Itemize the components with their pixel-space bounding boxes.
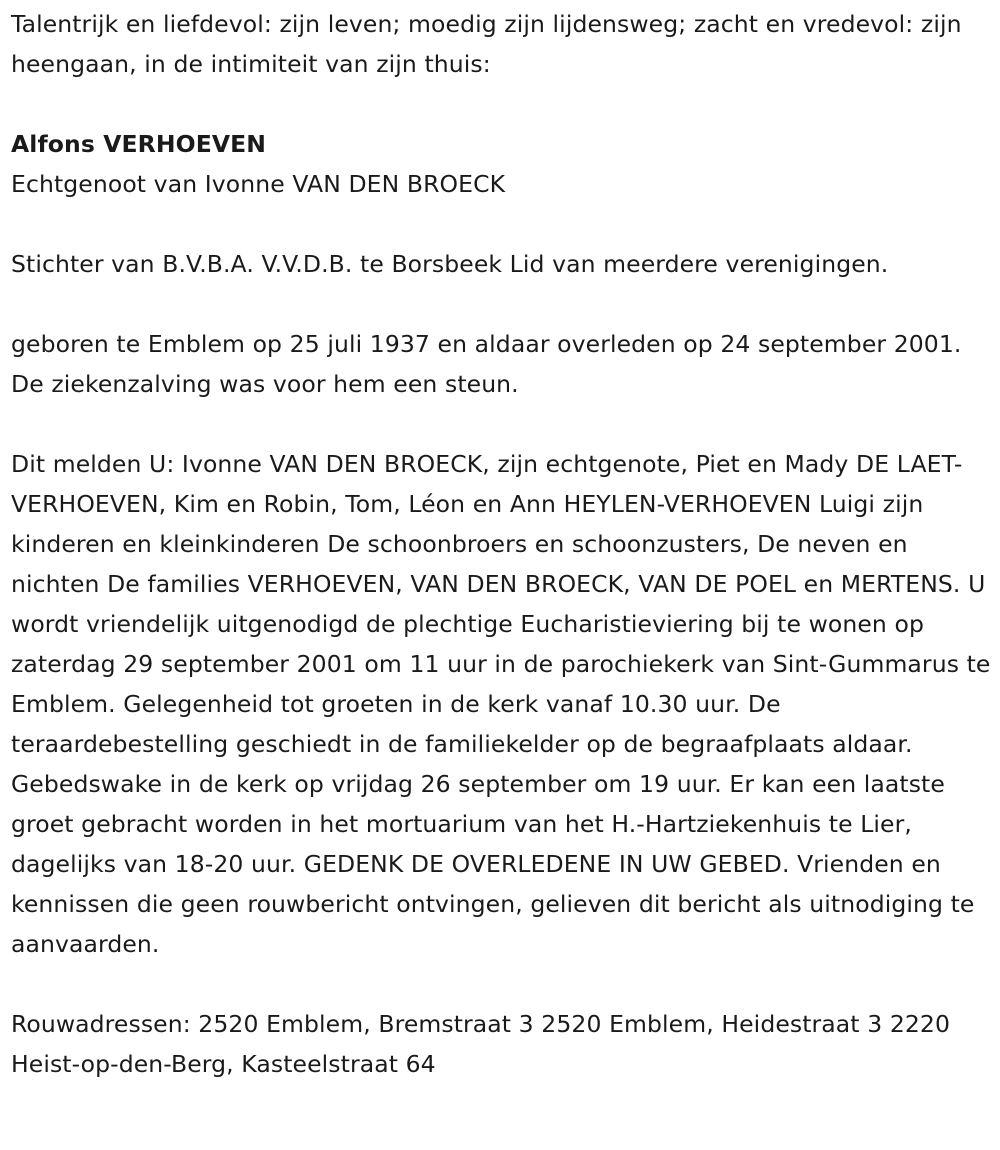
intro-text: Talentrijk en liefdevol: zijn leven; moedig zijn lijdensweg; zacht en vredevol: zijn heengaan, in de intimiteit van zijn thuis: xyxy=(11,10,962,78)
spacer xyxy=(11,84,993,124)
obituary-notice xyxy=(11,4,993,1084)
spacer xyxy=(11,284,993,324)
spouse-line: Echtgenoot van Ivonne VAN DEN BROECK xyxy=(11,170,506,198)
deceased-name: Alfons VERHOEVEN xyxy=(11,130,267,158)
mourning-addresses: Rouwadressen: 2520 Emblem, Bremstraat 3 2520 Emblem, Heidestraat 3 2220 Heist-op-den-Berg, Kasteelstraat 64 xyxy=(11,1010,951,1078)
founder-line: Stichter van B.V.B.A. V.V.D.B. te Borsbeek Lid van meerdere verenigingen. xyxy=(11,250,889,278)
spacer xyxy=(11,204,993,244)
spacer xyxy=(11,964,993,1004)
spacer xyxy=(11,404,993,444)
birth-death-paragraph: geboren te Emblem op 25 juli 1937 en aldaar overleden op 24 september 2001. De ziekenzalving was voor hem een steun. xyxy=(11,330,962,398)
announcement-paragraph: Dit melden U: Ivonne VAN DEN BROECK, zijn echtgenote, Piet en Mady DE LAET-VERHOEVEN, Kim en Robin, Tom, Léon en Ann HEYLEN-VERHOEVEN Luigi zijn kinderen en kleinkinderen De schoonbroers en schoonzusters, De neven en nichten De families VERHOEVEN, VAN DEN BROECK, VAN DE POEL en MERTENS. U wordt vriendelijk uitgenodigd de plechtige Eucharistieviering bij te wonen op zaterdag 29 september 2001 om 11 uur in de parochiekerk van Sint-Gummarus te Emblem. Gelegenheid tot groeten in de kerk vanaf 10.30 uur. De teraardebestelling geschiedt in de familiekelder op de begraafplaats aldaar. Gebedswake in de kerk op vrijdag 26 september om 19 uur. Er kan een laatste groet gebracht worden in het mortuarium van het H.-Hartziekenhuis te Lier, dagelijks van 18-20 uur. GEDENK DE OVERLEDENE IN UW GEBED. Vrienden en kennissen die geen rouwbericht ontvingen, gelieven dit bericht als uitnodiging te aanvaarden. xyxy=(11,450,991,958)
